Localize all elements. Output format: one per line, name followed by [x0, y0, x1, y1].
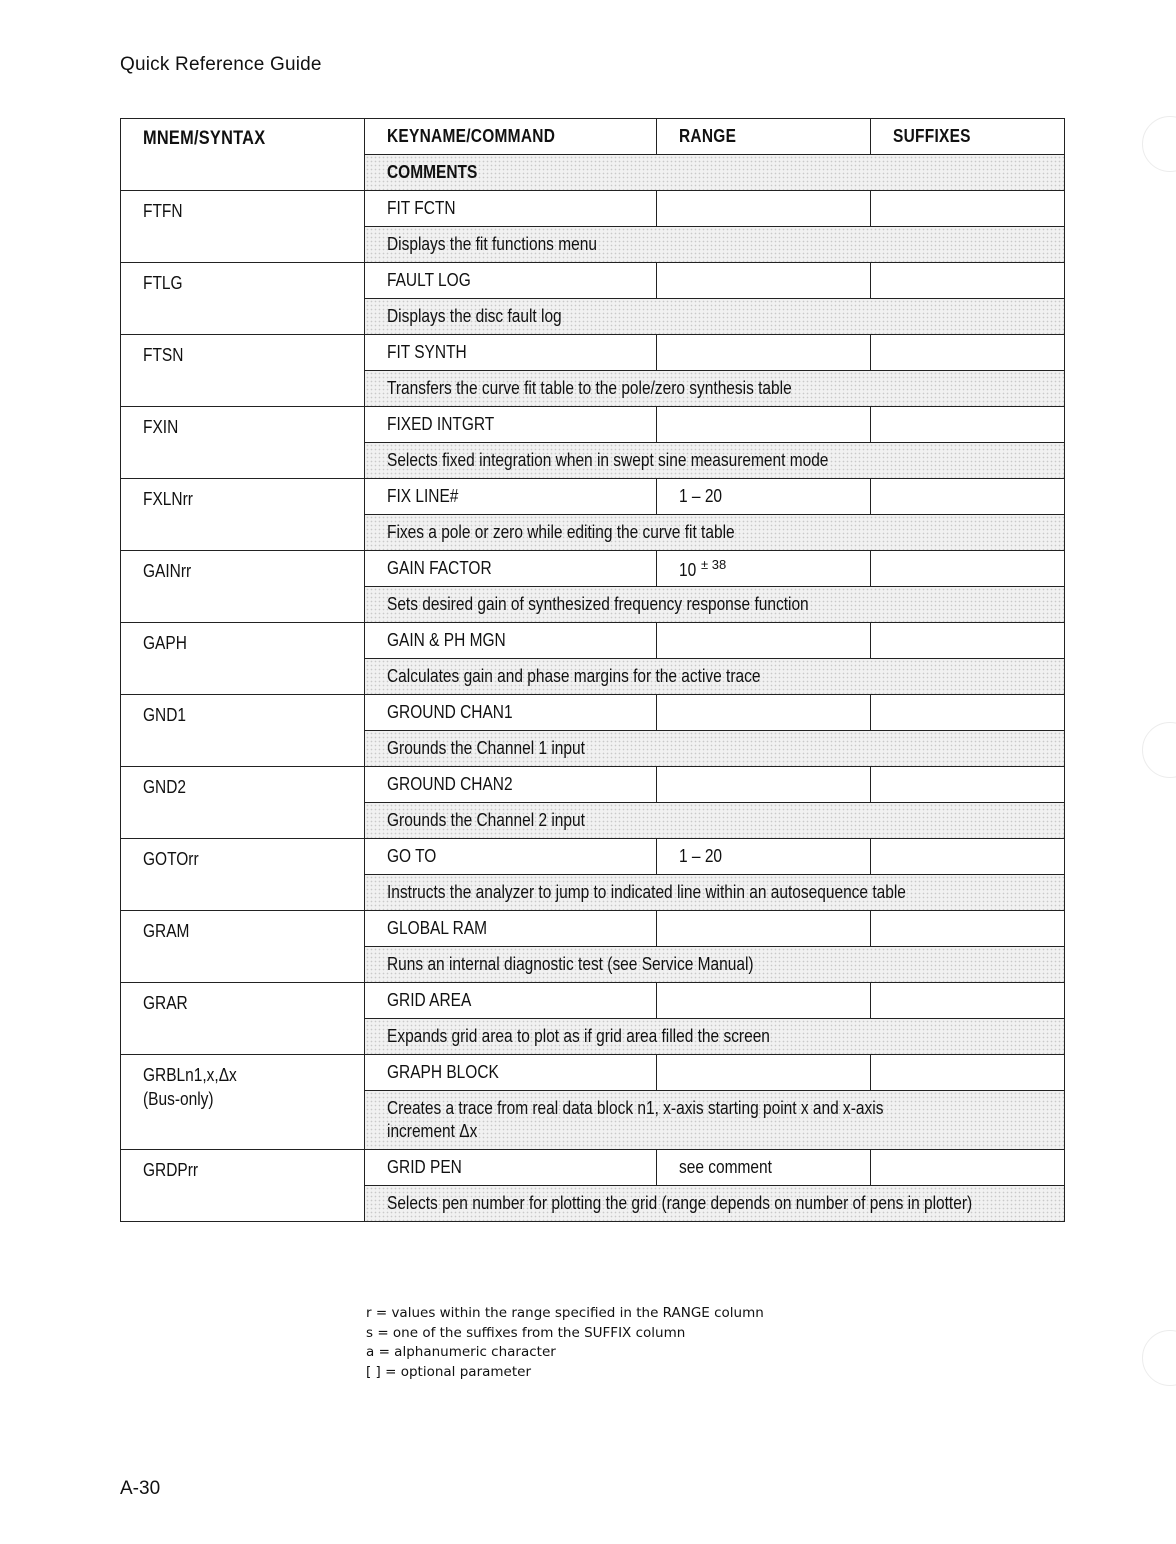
comment-cell: [365, 875, 1065, 911]
mnemonic: GND2: [143, 777, 187, 797]
table-row: [121, 839, 1065, 875]
keyname: GROUND CHAN1: [387, 702, 513, 722]
keyname-cell: [365, 767, 657, 803]
column-header-comments: COMMENTS: [365, 155, 1065, 191]
table-row: [121, 479, 1065, 515]
keyname-cell: [365, 551, 657, 587]
comment: Transfers the curve fit table to the pole/zero synthesis table: [387, 378, 792, 398]
table-row: [121, 191, 1065, 227]
comment: Fixes a pole or zero while editing the curve fit table: [387, 522, 735, 542]
legend-line: a = alphanumeric character: [366, 1344, 556, 1360]
table-row: [121, 1055, 1065, 1091]
keyname: GAIN & PH MGN: [387, 630, 506, 650]
keyname: GRID PEN: [387, 1157, 462, 1177]
column-header-suffixes: SUFFIXES: [871, 119, 1065, 155]
suffixes-cell: [871, 623, 1065, 659]
mnemonic-cell: [121, 479, 365, 551]
keyname: GAIN FACTOR: [387, 558, 492, 578]
mnemonic-cell: [121, 767, 365, 839]
punch-hole: [1142, 1330, 1176, 1386]
comment: Instructs the analyzer to jump to indicated line within an autosequence table: [387, 882, 906, 902]
range-cell: [657, 623, 871, 659]
comment: Creates a trace from real data block n1, x-axis starting point x and x-axis: [387, 1098, 884, 1118]
comment-cell: [365, 947, 1065, 983]
range-cell: [657, 695, 871, 731]
range-cell: [657, 911, 871, 947]
mnemonic: GRAR: [143, 993, 188, 1013]
table-row: [121, 335, 1065, 371]
range-cell: [657, 407, 871, 443]
range-exponent: ± 38: [701, 556, 727, 572]
range-cell: [657, 335, 871, 371]
table-row: [121, 911, 1065, 947]
page-header-title: Quick Reference Guide: [120, 54, 322, 75]
suffixes-cell: [871, 191, 1065, 227]
comment-continued: increment Δx: [387, 1121, 478, 1141]
mnemonic: FTLG: [143, 273, 183, 293]
column-header-range: RANGE: [657, 119, 871, 155]
comment: Expands grid area to plot as if grid area filled the screen: [387, 1026, 770, 1046]
mnemonic: GRDPrr: [143, 1160, 199, 1180]
page-number: A-30: [120, 1478, 161, 1499]
range: 1 – 20: [679, 486, 723, 506]
mnemonic: FXLNrr: [143, 489, 193, 509]
mnemonic: GAINrr: [143, 561, 192, 581]
keyname: GRAPH BLOCK: [387, 1062, 499, 1082]
comment-cell: [365, 371, 1065, 407]
column-header-mnem: MNEM/SYNTAX: [121, 119, 365, 191]
suffixes-cell: [871, 479, 1065, 515]
table-row: [121, 551, 1065, 587]
comment-cell: [365, 731, 1065, 767]
mnemonic-note: (Bus-only): [143, 1089, 214, 1109]
mnemonic: GOTOrr: [143, 849, 199, 869]
mnemonic-cell: [121, 695, 365, 767]
legend-line: s = one of the suffixes from the SUFFIX column: [366, 1324, 686, 1341]
suffixes-cell: [871, 335, 1065, 371]
legend-line: [ ] = optional parameter: [366, 1363, 531, 1380]
keyname-cell: [365, 623, 657, 659]
keyname-cell: [365, 839, 657, 875]
suffixes-cell: [871, 1150, 1065, 1186]
table-row: [121, 623, 1065, 659]
keyname-cell: [365, 479, 657, 515]
comment: Displays the fit functions menu: [387, 234, 597, 254]
keyname-cell: [365, 263, 657, 299]
suffixes-cell: [871, 1055, 1065, 1091]
table-row: [121, 983, 1065, 1019]
range-cell: [657, 479, 871, 515]
keyname-cell: [365, 983, 657, 1019]
keyname: GO TO: [387, 846, 437, 866]
mnemonic-cell: [121, 839, 365, 911]
table-header-row: [121, 119, 1065, 155]
table-row: [121, 407, 1065, 443]
legend: [366, 1304, 764, 1382]
range-cell: [657, 1055, 871, 1091]
table-row: [121, 767, 1065, 803]
range-cell: [657, 191, 871, 227]
keyname-cell: [365, 911, 657, 947]
table-row: [121, 695, 1065, 731]
keyname-cell: [365, 335, 657, 371]
comment-cell: [365, 1186, 1065, 1222]
mnemonic: FXIN: [143, 417, 179, 437]
table-row: [121, 1150, 1065, 1186]
comment-cell: [365, 587, 1065, 623]
comment-cell: [365, 659, 1065, 695]
comment-cell: [365, 299, 1065, 335]
mnemonic-cell: [121, 983, 365, 1055]
suffixes-cell: [871, 695, 1065, 731]
comment: Selects pen number for plotting the grid (range depends on number of pens in plotter): [387, 1193, 973, 1213]
keyname: FIT SYNTH: [387, 342, 467, 362]
mnemonic-cell: [121, 1055, 365, 1150]
comment: Grounds the Channel 1 input: [387, 738, 585, 758]
comment: Displays the disc fault log: [387, 306, 562, 326]
keyname: FIXED INTGRT: [387, 414, 495, 434]
suffixes-cell: [871, 911, 1065, 947]
keyname: FIT FCTN: [387, 198, 456, 218]
range-cell: [657, 839, 871, 875]
range-cell: [657, 767, 871, 803]
mnemonic: FTSN: [143, 345, 184, 365]
keyname-cell: [365, 191, 657, 227]
comment-cell: [365, 1091, 1065, 1150]
suffixes-cell: [871, 407, 1065, 443]
mnemonic: GND1: [143, 705, 187, 725]
keyname-cell: [365, 1055, 657, 1091]
keyname-cell: [365, 407, 657, 443]
mnemonic-cell: [121, 191, 365, 263]
range-cell: [657, 551, 871, 587]
comment: Calculates gain and phase margins for the active trace: [387, 666, 761, 686]
mnemonic-cell: [121, 263, 365, 335]
keyname: FAULT LOG: [387, 270, 471, 290]
range-cell: [657, 983, 871, 1019]
keyname: GROUND CHAN2: [387, 774, 513, 794]
suffixes-cell: [871, 263, 1065, 299]
range: 1 – 20: [679, 846, 723, 866]
table-row: [121, 263, 1065, 299]
punch-hole: [1142, 722, 1176, 778]
range: see comment: [679, 1157, 772, 1177]
keyname: FIX LINE#: [387, 486, 459, 506]
mnemonic-cell: [121, 1150, 365, 1222]
mnemonic: FTFN: [143, 201, 183, 221]
comment: Grounds the Channel 2 input: [387, 810, 585, 830]
keyname: GLOBAL RAM: [387, 918, 488, 938]
comment-cell: [365, 1019, 1065, 1055]
comment-cell: [365, 515, 1065, 551]
mnemonic-cell: [121, 335, 365, 407]
punch-hole: [1142, 116, 1176, 172]
range: 10: [679, 559, 697, 580]
reference-table: [120, 118, 1065, 1222]
keyname-cell: [365, 695, 657, 731]
mnemonic-cell: [121, 911, 365, 983]
comment-cell: [365, 227, 1065, 263]
column-header-keyname: KEYNAME/COMMAND: [365, 119, 657, 155]
mnemonic: GRAM: [143, 921, 190, 941]
mnemonic: GAPH: [143, 633, 187, 653]
keyname-cell: [365, 1150, 657, 1186]
comment-cell: [365, 443, 1065, 479]
comment: Selects fixed integration when in swept sine measurement mode: [387, 450, 829, 470]
legend-line: r = values within the range specified in the RANGE column: [366, 1305, 764, 1321]
comment: Sets desired gain of synthesized frequency response function: [387, 594, 809, 614]
mnemonic-cell: [121, 623, 365, 695]
mnemonic: GRBLn1,x,Δx: [143, 1065, 237, 1085]
comment-cell: [365, 803, 1065, 839]
range-cell: [657, 1150, 871, 1186]
suffixes-cell: [871, 767, 1065, 803]
suffixes-cell: [871, 839, 1065, 875]
mnemonic-cell: [121, 551, 365, 623]
range-cell: [657, 263, 871, 299]
comment: Runs an internal diagnostic test (see Service Manual): [387, 954, 754, 974]
suffixes-cell: [871, 551, 1065, 587]
suffixes-cell: [871, 983, 1065, 1019]
keyname: GRID AREA: [387, 990, 472, 1010]
mnemonic-cell: [121, 407, 365, 479]
